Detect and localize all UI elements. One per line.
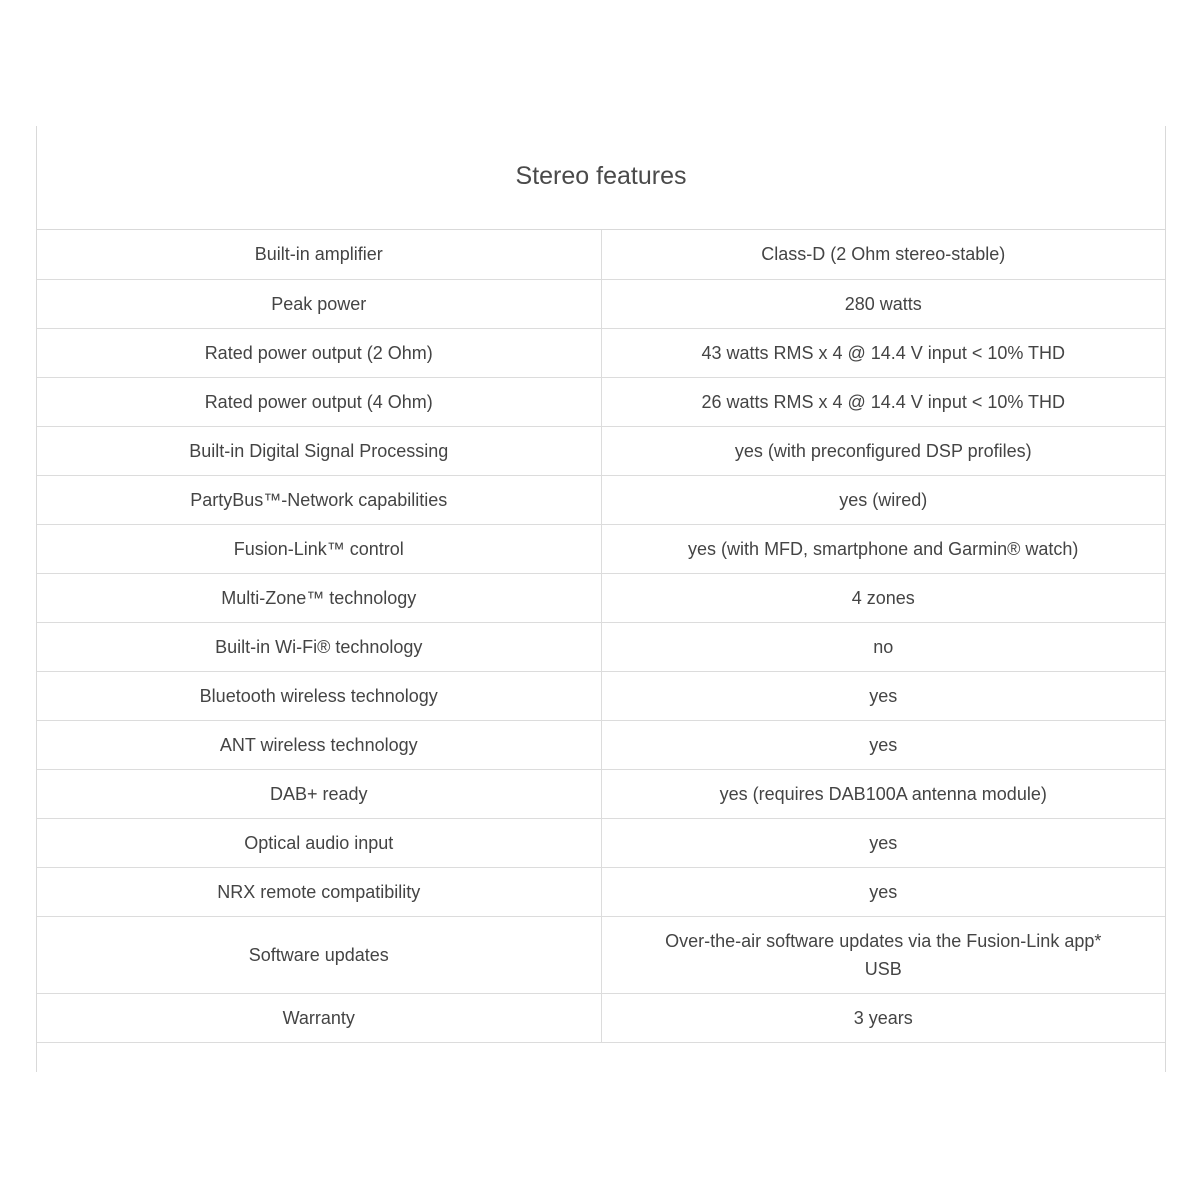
spec-value	[601, 622, 1165, 671]
spec-label: Optical audio input	[37, 818, 601, 867]
spec-value-line: yes (requires DAB100A antenna module)	[719, 783, 1047, 804]
spec-value-line: USB	[864, 958, 902, 979]
table-row	[37, 818, 1165, 867]
table-row	[37, 279, 1165, 328]
table-row	[37, 720, 1165, 769]
spec-value	[601, 993, 1165, 1042]
spec-value-line: Over-the-air software updates via the Fusion-Link app*	[665, 930, 1102, 951]
spec-value-line: yes	[869, 881, 898, 902]
spec-label: Rated power output (4 Ohm)	[37, 377, 601, 426]
spec-value	[601, 867, 1165, 916]
spec-label: ANT wireless technology	[37, 720, 601, 769]
spec-label: Peak power	[37, 279, 601, 328]
spec-label: Software updates	[37, 916, 601, 993]
spec-value-line: yes (with preconfigured DSP profiles)	[734, 440, 1032, 461]
spec-label: Fusion-Link™ control	[37, 524, 601, 573]
spec-label: Bluetooth wireless technology	[37, 671, 601, 720]
spec-label: Built-in Wi-Fi® technology	[37, 622, 601, 671]
table-row	[37, 328, 1165, 377]
table-row	[37, 916, 1165, 993]
table-row	[37, 867, 1165, 916]
spec-value	[601, 328, 1165, 377]
table-row	[37, 993, 1165, 1042]
spec-value-line: 43 watts RMS x 4 @ 14.4 V input < 10% THD	[701, 342, 1066, 363]
spec-value-line: 4 zones	[851, 587, 915, 608]
spec-value	[601, 230, 1165, 279]
panel-title: Stereo features	[37, 126, 1165, 230]
table-row	[37, 426, 1165, 475]
spec-value-line: 3 years	[853, 1007, 913, 1028]
spec-value	[601, 818, 1165, 867]
table-row	[37, 622, 1165, 671]
spec-value-line: yes (with MFD, smartphone and Garmin® watch)	[688, 538, 1079, 559]
spec-value	[601, 524, 1165, 573]
table-row	[37, 769, 1165, 818]
spec-value-line: Class-D (2 Ohm stereo-stable)	[761, 244, 1006, 265]
spec-label: PartyBus™-Network capabilities	[37, 475, 601, 524]
spec-value-line: yes	[869, 832, 898, 853]
spec-value	[601, 426, 1165, 475]
spec-value	[601, 769, 1165, 818]
spec-value-line: 280 watts	[844, 293, 922, 314]
spec-value	[601, 720, 1165, 769]
spec-label: NRX remote compatibility	[37, 867, 601, 916]
spec-label: Warranty	[37, 993, 601, 1042]
spec-label: DAB+ ready	[37, 769, 601, 818]
table-row	[37, 671, 1165, 720]
spec-value	[601, 916, 1165, 993]
table-row	[37, 573, 1165, 622]
spec-value-line: 26 watts RMS x 4 @ 14.4 V input < 10% THD	[701, 391, 1066, 412]
spec-label: Built-in Digital Signal Processing	[37, 426, 601, 475]
stereo-features-panel	[36, 126, 1166, 1072]
spec-value-line: no	[873, 636, 894, 657]
spec-value-line: yes (wired)	[839, 489, 928, 510]
spec-value-line: yes	[869, 734, 898, 755]
spec-value	[601, 671, 1165, 720]
spec-value-line: yes	[869, 685, 898, 706]
table-row	[37, 230, 1165, 279]
spec-value	[601, 279, 1165, 328]
spec-table-body	[37, 230, 1165, 1042]
table-row	[37, 377, 1165, 426]
table-row	[37, 475, 1165, 524]
spec-value	[601, 377, 1165, 426]
spec-label: Built-in amplifier	[37, 230, 601, 279]
spec-value	[601, 573, 1165, 622]
spec-value	[601, 475, 1165, 524]
spec-label: Multi-Zone™ technology	[37, 573, 601, 622]
spec-table	[37, 230, 1165, 1043]
spec-label: Rated power output (2 Ohm)	[37, 328, 601, 377]
table-row	[37, 524, 1165, 573]
